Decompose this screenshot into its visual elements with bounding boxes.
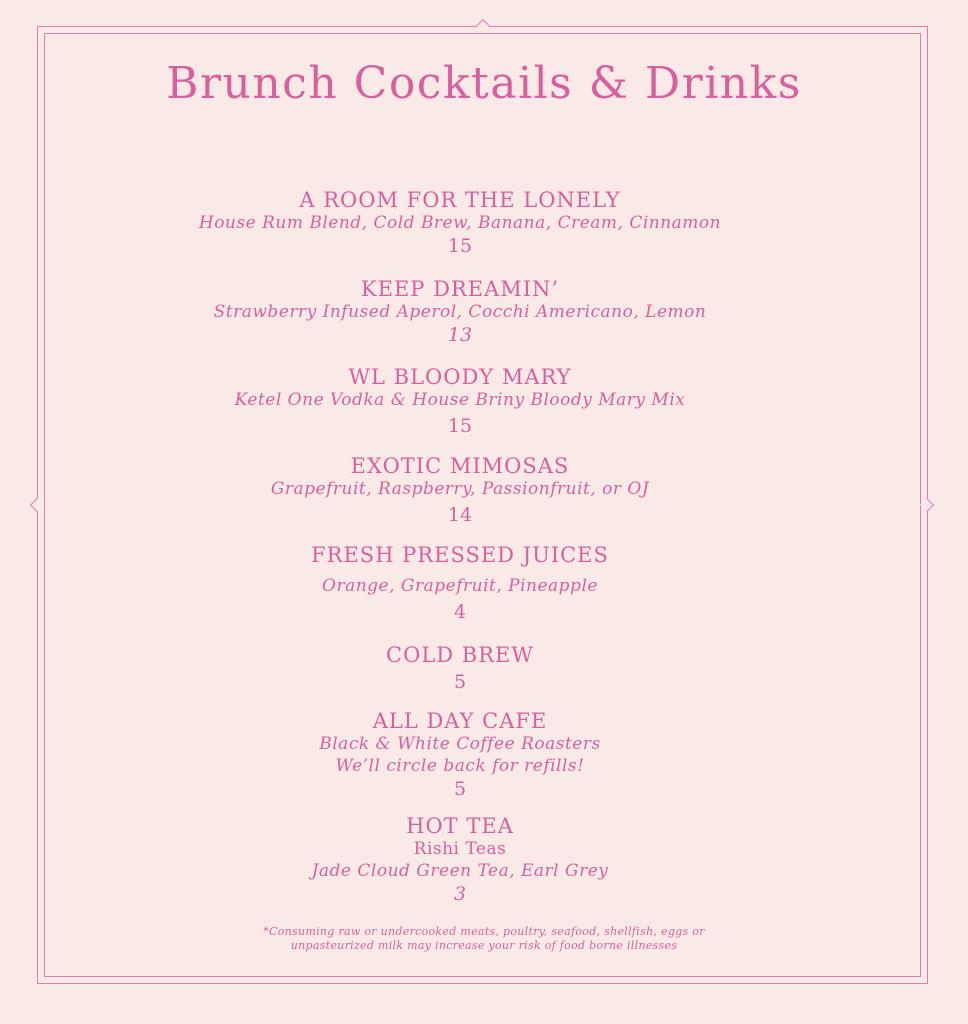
item-price: 13 <box>447 324 473 346</box>
item-description: Black & White Coffee Roasters <box>319 734 601 754</box>
item-description-note: We’ll circle back for refills! <box>335 756 585 776</box>
item-name: EXOTIC MIMOSAS <box>350 454 570 478</box>
item-name: A ROOM FOR THE LONELY <box>299 188 621 212</box>
item-name: WL BLOODY MARY <box>348 365 572 389</box>
menu-item <box>0 814 920 906</box>
item-description: Strawberry Infused Aperol, Cocchi Americano, Lemon <box>213 302 707 322</box>
item-description: Jade Cloud Green Tea, Earl Grey <box>311 861 609 881</box>
item-description: House Rum Blend, Cold Brew, Banana, Cream, Cinnamon <box>198 213 722 233</box>
item-price: 15 <box>447 235 473 257</box>
food-safety-disclaimer <box>0 925 968 953</box>
menu-item <box>0 365 920 438</box>
menu-item <box>0 454 920 527</box>
disclaimer-line-1: *Consuming raw or undercooked meats, poultry, seafood, shellfish, eggs or <box>263 925 705 938</box>
menu-item <box>0 709 920 801</box>
disclaimer-line-2: unpasteurized milk may increase your risk of food borne illnesses <box>290 939 678 952</box>
menu-title: Brunch Cocktails & Drinks <box>166 58 802 109</box>
item-name: KEEP DREAMIN’ <box>360 277 560 301</box>
item-subtitle: Rishi Teas <box>413 839 507 859</box>
item-name: HOT TEA <box>406 814 514 838</box>
item-price: 4 <box>453 601 467 623</box>
item-name: FRESH PRESSED JUICES <box>311 543 609 567</box>
item-price: 3 <box>453 883 467 905</box>
item-description: Grapefruit, Raspberry, Passionfruit, or OJ <box>270 479 650 499</box>
item-description: Orange, Grapefruit, Pineapple <box>322 576 598 596</box>
menu-item <box>0 188 920 258</box>
item-name: ALL DAY CAFE <box>372 709 548 733</box>
item-price: 15 <box>447 415 473 437</box>
item-name: COLD BREW <box>386 643 534 667</box>
menu-item <box>0 543 920 624</box>
menu-item <box>0 643 920 694</box>
item-price: 5 <box>453 778 467 800</box>
item-price: 14 <box>447 504 473 526</box>
menu-item <box>0 277 920 347</box>
item-description: Ketel One Vodka & House Briny Bloody Mary Mix <box>234 390 686 410</box>
item-price: 5 <box>453 671 467 693</box>
